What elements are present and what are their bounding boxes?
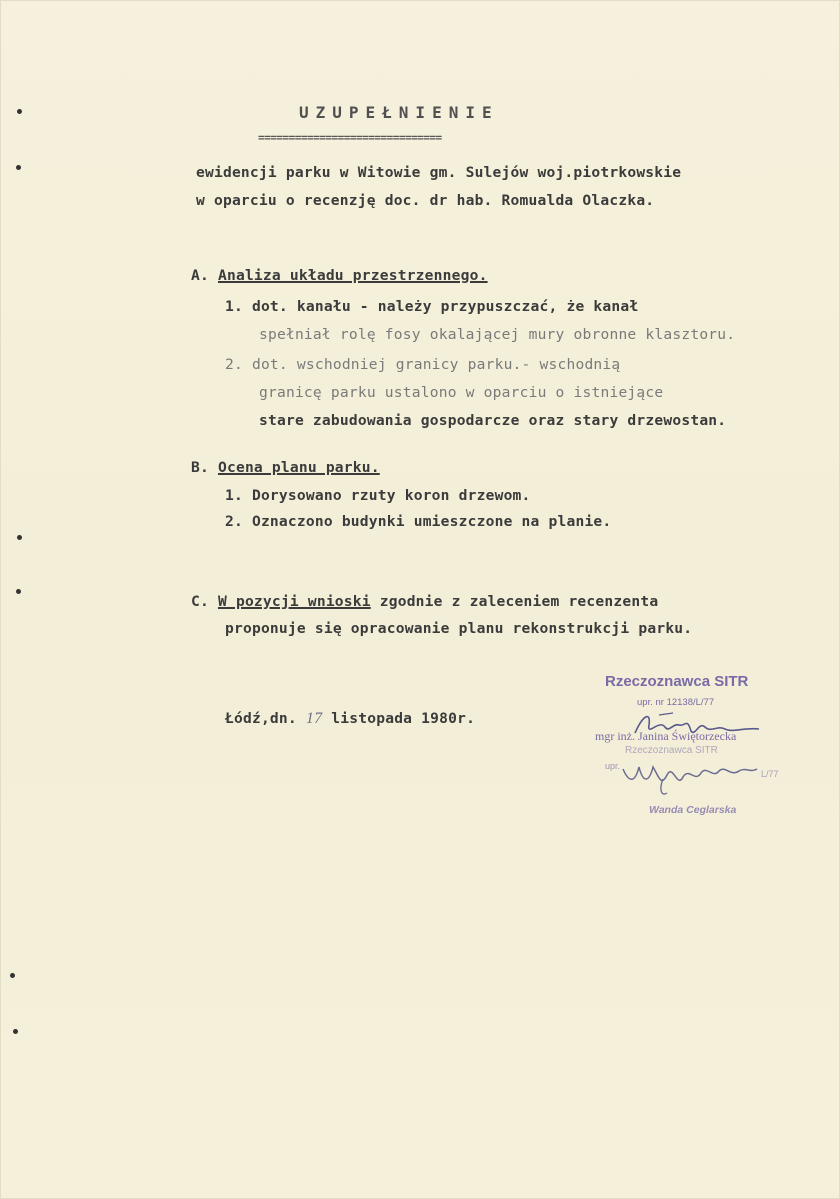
section-a-item-1-line-1: 1. dot. kanału - należy przypuszczać, że kanał <box>225 298 639 315</box>
punch-hole-mark <box>16 589 21 594</box>
section-a-marker: A. <box>191 267 209 284</box>
section-a-heading <box>191 267 488 284</box>
stamp-second-name: Wanda Ceglarska <box>649 804 737 816</box>
stamp-name: mgr inż. Janina Świętorzecka <box>595 729 737 743</box>
intro-line-2: w oparciu o recenzję doc. dr hab. Romualda Olaczka. <box>196 192 655 209</box>
intro-line-1: ewidencji parku w Witowie gm. Sulejów woj.piotrkowskie <box>196 164 682 181</box>
date-line <box>225 710 475 728</box>
section-c-line-1 <box>191 593 658 610</box>
date-prefix: Łódź,dn. <box>225 710 297 727</box>
section-b-marker: B. <box>191 459 209 476</box>
section-a-item-1-line-2: spełniał rolę fosy okalającej mury obronne klasztoru. <box>259 326 736 343</box>
stamp-title: Rzeczoznawca SITR <box>605 673 749 690</box>
stamp-registration-2: upr. <box>605 761 621 771</box>
section-b-heading <box>191 459 380 476</box>
punch-hole-mark <box>13 1029 18 1034</box>
section-a-item-2-line-2: granicę parku ustalono w oparciu o istniejące <box>259 384 664 401</box>
stamp-overprint: Rzeczoznawca SITR <box>625 745 718 756</box>
section-c-title: W pozycji wnioski <box>217 593 371 610</box>
title-underline: ============================== <box>258 131 442 144</box>
section-c-line-2: proponuje się opracowanie planu rekonstrukcji parku. <box>225 620 693 637</box>
section-a-item-2-line-3: stare zabudowania gospodarcze oraz stary drzewostan. <box>259 412 727 429</box>
stamp-registration-2-suffix: L/77 <box>761 769 779 779</box>
punch-hole-mark <box>17 535 22 540</box>
section-a-item-2-line-1: 2. dot. wschodniej granicy parku.- wschodnią <box>225 356 621 373</box>
stamp-registration: upr. nr 12138/L/77 <box>637 697 715 708</box>
section-b-title: Ocena planu parku. <box>217 459 380 476</box>
section-b-item-1: 1. Dorysowano rzuty koron drzewom. <box>225 487 531 504</box>
date-suffix: listopada 1980r. <box>331 710 476 727</box>
punch-hole-mark <box>17 109 22 114</box>
punch-hole-mark <box>10 973 15 978</box>
section-b-item-2: 2. Oznaczono budynki umieszczone na planie. <box>225 513 612 530</box>
section-a-title: Analiza układu przestrzennego. <box>217 267 488 284</box>
date-day-handwritten: 17 <box>305 710 323 727</box>
section-c-line-1-rest: zgodnie z zaleceniem recenzenta <box>370 593 659 610</box>
document-title: UZUPEŁNIENIE <box>299 103 499 122</box>
section-c-marker: C. <box>191 593 209 610</box>
punch-hole-mark <box>16 165 21 170</box>
